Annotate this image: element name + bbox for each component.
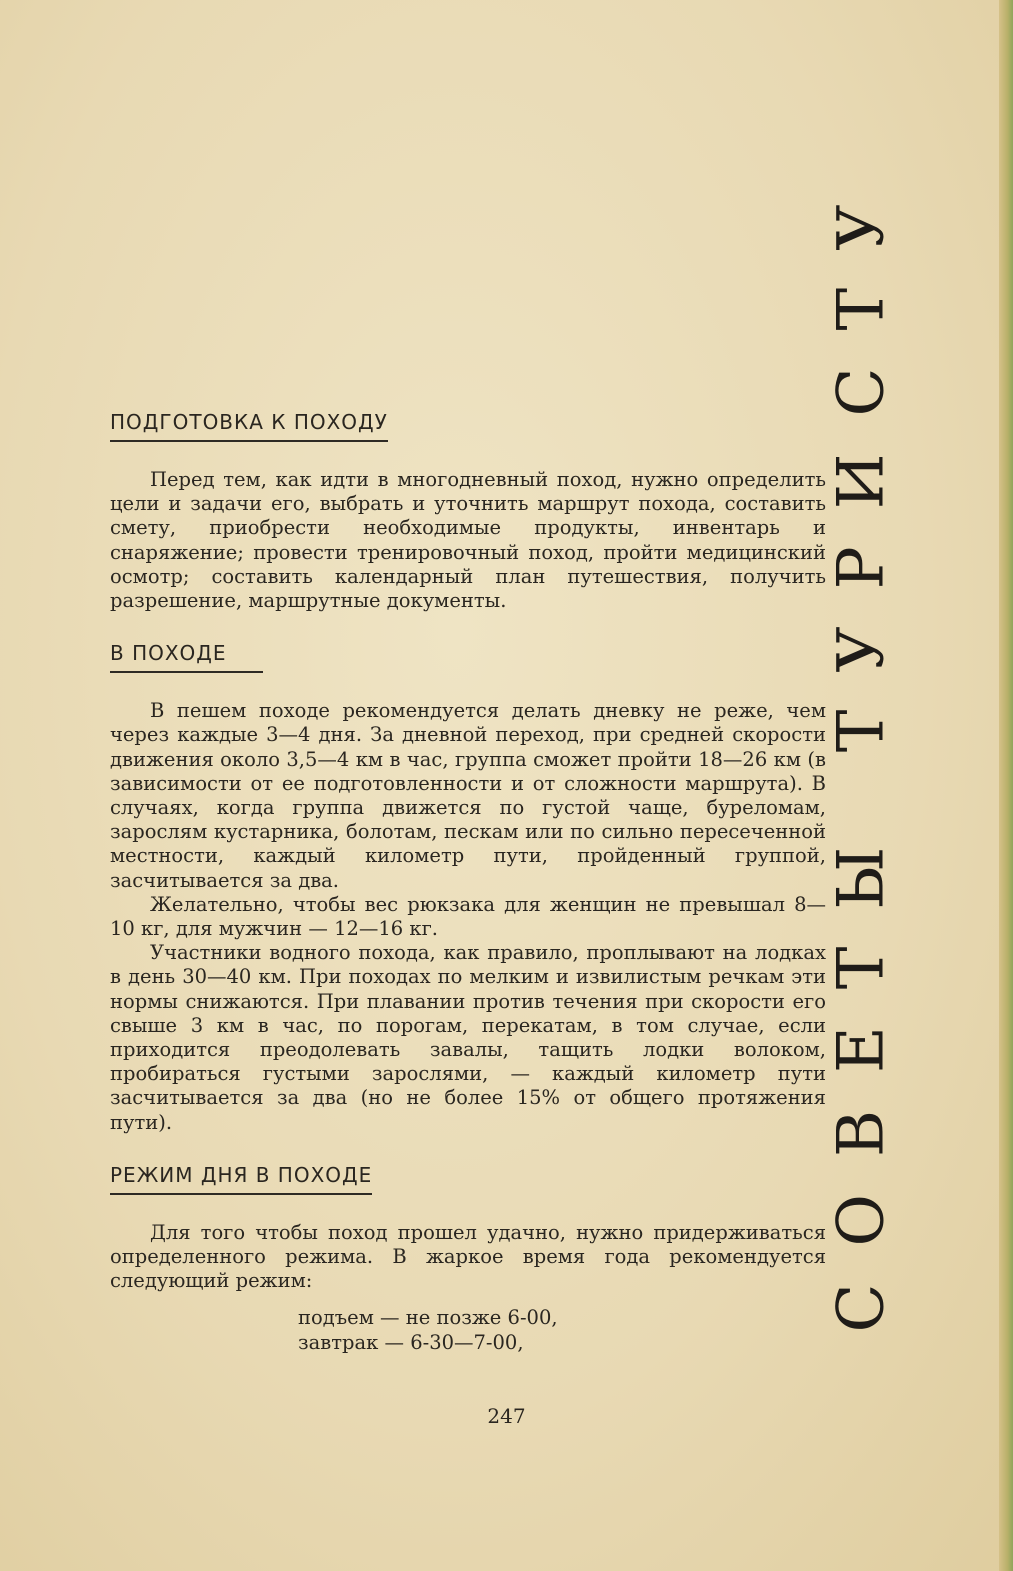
page-body	[110, 410, 826, 1383]
page-number: 247	[487, 1404, 526, 1428]
section-heading: В ПОХОДЕ	[110, 641, 227, 666]
side-title-text: СОВЕТЫ ТУРИСТУ	[824, 167, 898, 1333]
schedule-item: подъем — не позже 6-00,	[298, 1306, 558, 1330]
section-heading-underline	[110, 410, 388, 442]
schedule-list	[298, 1305, 826, 1355]
section-heading: ПОДГОТОВКА К ПОХОДУ	[110, 410, 388, 434]
section-heading: РЕЖИМ ДНЯ В ПОХОДЕ	[110, 1162, 373, 1187]
paragraph: Перед тем, как идти в многодневный поход, нужно определить цели и задачи его, выбрать и уточнить маршрут похода, составить смету, приобрести необходимые продукты, инвентарь и снаряжение; провести тренировочный поход, пройти медицинский осмотр; составить календарный план путешествия, получить разрешение, маршрутные документы.	[110, 468, 826, 613]
section-preparation	[110, 410, 826, 613]
section-heading-underline	[110, 1163, 372, 1195]
paragraph: Желательно, чтобы вес рюкзака для женщин не превышал 8—10 кг, для мужчин — 12—16 кг.	[110, 892, 826, 941]
section-daily-routine	[110, 1163, 826, 1356]
section-on-hike	[110, 641, 826, 1135]
schedule-item: завтрак — 6-30—7-00,	[298, 1331, 524, 1355]
side-title	[806, 110, 916, 1390]
paragraph: В пешем походе рекомендуется делать дневку не реже, чем через каждые 3—4 дня. За дневной переход, при средней скорости движения около 3,5—4 км в час, группа сможет пройти 18—26 км (в зависимости от ее подготовленности и от сложности маршрута). В случаях, когда группа движется по густой чаще, буреломам, зарослям кустарника, болотам, пескам или по сильно пересеченной местности, каждый километр пути, пройденный группой, засчитывается за два.	[110, 699, 826, 892]
paragraph: Для того чтобы поход прошел удачно, нужно придерживаться определенного режима. В жаркое время года рекомендуется следующий режим:	[110, 1220, 826, 1293]
page-edge	[999, 0, 1013, 1571]
section-heading-underline	[110, 641, 263, 673]
paragraph: Участники водного похода, как правило, проплывают на лодках в день 30—40 км. При походах по мелким и извилистым речкам эти нормы снижаются. При плавании против течения при скорости его свыше 3 км в час, по порогам, перекатам, в том случае, если приходится преодолевать завалы, тащить лодки волоком, пробираться густыми зарослями, — каждый километр пути засчитывается за два (но не более 15% от общего протяжения пути).	[110, 941, 826, 1134]
